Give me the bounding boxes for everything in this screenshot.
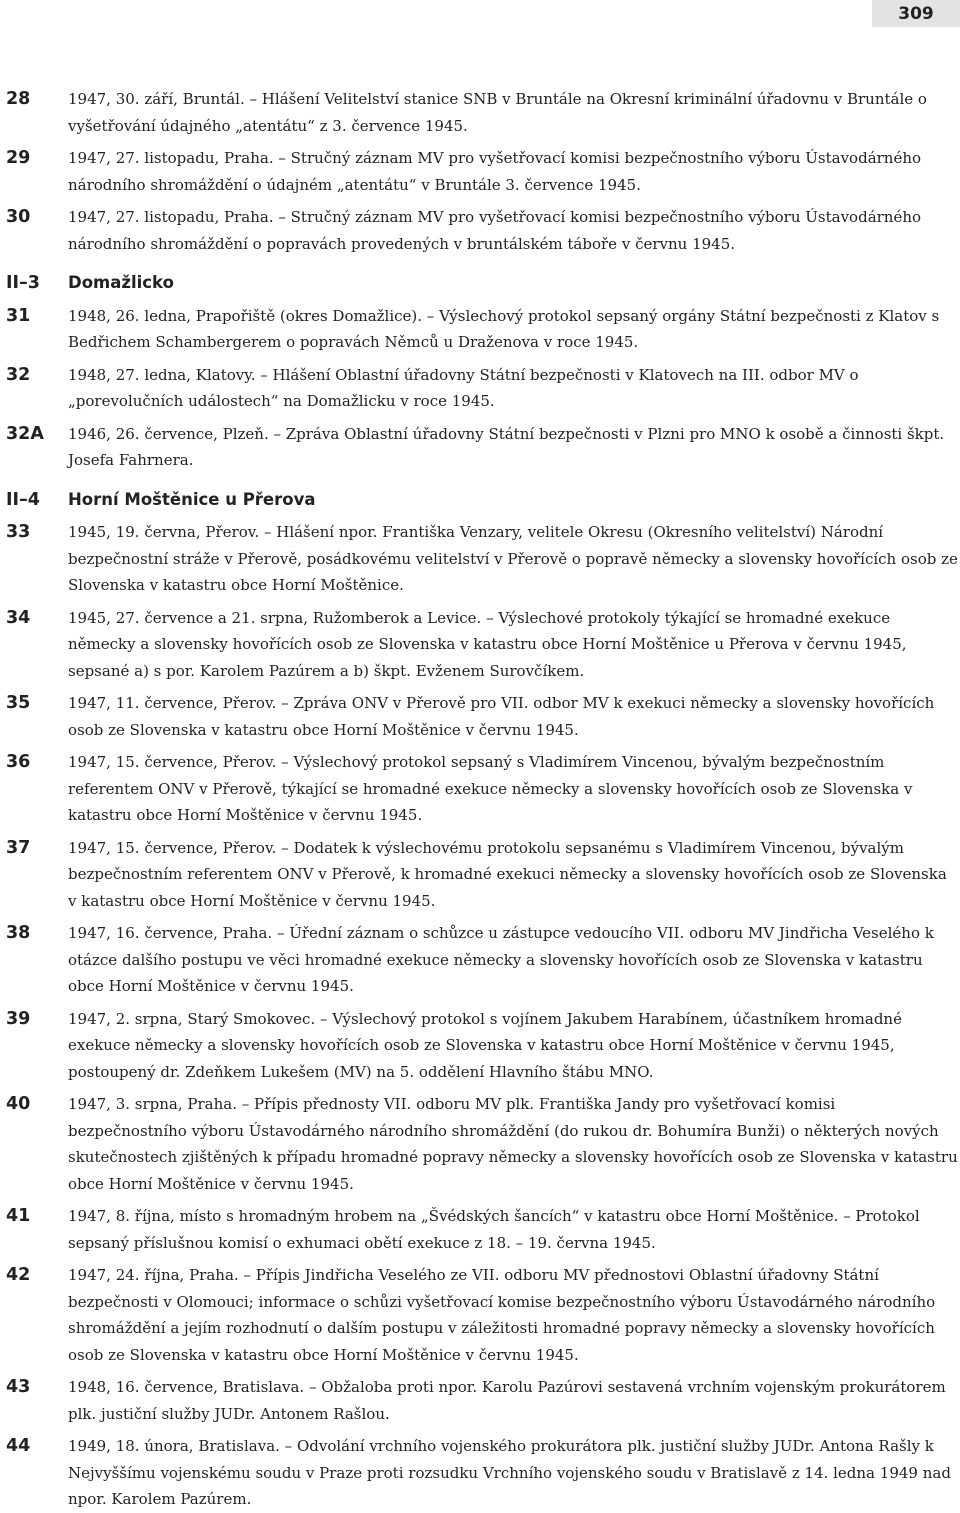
- list-item: [0, 1433, 960, 1513]
- list-item: [0, 1262, 960, 1368]
- list-item: [0, 920, 960, 1000]
- entry-number: 39: [6, 1008, 31, 1029]
- entry-text: 1948, 16. července, Bratislava. – Obžaloba proti npor. Karolu Pazúrovi sestavená vrchním vojenským prokurátorem plk. justiční služby JUDr. Antonem Rašlou.: [68, 1378, 946, 1423]
- entry-text: 1948, 26. ledna, Prapořiště (okres Domažlice). – Výslechový protokol sepsaný orgány Státní bezpečnosti z Klatov s Bedřichem Schambergerem o popravách Němců u Draženova v roce 1945.: [68, 306, 940, 351]
- list-item: [0, 835, 960, 915]
- entry-number: 32: [6, 364, 31, 385]
- entry-text: 1947, 2. srpna, Starý Smokovec. – Výslechový protokol s vojínem Jakubem Harabínem, účastníkem hromadné exekuce německy a slovensky hovořících osob ze Slovenska v katastru obce Horní Moštěnice v červnu 1945, postoupený dr. Zdeňkem Lukešem (MV) na 5. oddělení Hlavního štábu MNO.: [68, 1009, 902, 1081]
- list-item: [0, 1006, 960, 1086]
- list-item: [0, 605, 960, 685]
- list-item: [0, 362, 960, 415]
- entry-text: 1947, 30. září, Bruntál. – Hlášení Velitelství stanice SNB v Bruntále na Okresní kriminální úřadovnu v Bruntále o vyšetřování údajného „atentátu“ z 3. července 1945.: [68, 90, 927, 135]
- entry-text: 1945, 19. června, Přerov. – Hlášení npor. Františka Venzary, velitele Okresu (Okresního velitelství) Národní bezpečnostní stráže v Přerově, posádkovému velitelství v Přerově o popravě německy a slovensky hovořících osob ze Slovenska v katastru obce Horní Moštěnice.: [68, 523, 958, 594]
- entry-text: 1947, 8. října, místo s hromadným hrobem na „Švédských šancích“ v katastru obce Horní Moštěnice. – Protokol sepsaný příslušnou komisí o exhumaci obětí exekuce z 18. – 19. června 1945.: [68, 1207, 920, 1252]
- list-item: [0, 303, 960, 356]
- entry-number: 29: [6, 148, 31, 168]
- entry-text: 1947, 15. července, Přerov. – Dodatek k výslechovému protokolu sepsanému s Vladimírem Vincenou, bývalým bezpečnostním referentem ONV v Přerově, k hromadné exekuci německy a slovensky hovořících osob ze Slovenska v katastru obce Horní Moštěnice v červnu 1945.: [68, 838, 947, 910]
- list-item: [0, 421, 960, 474]
- entry-number: 34: [6, 607, 31, 628]
- list-item: [0, 1091, 960, 1197]
- entry-text: 1947, 27. listopadu, Praha. – Stručný záznam MV pro vyšetřovací komisi bezpečnostního výboru Ústavodárného národního shromáždění o popravách provedených v bruntálském táboře v červnu 1945.: [68, 208, 922, 253]
- entry-number: 44: [6, 1436, 31, 1456]
- entry-number: 35: [6, 693, 31, 713]
- entry-number: 41: [6, 1206, 31, 1226]
- list-item: [0, 145, 960, 198]
- entry-number: 37: [6, 837, 31, 858]
- entry-number: 33: [6, 522, 31, 542]
- entry-number: 28: [6, 89, 31, 109]
- entry-number: 38: [6, 923, 31, 943]
- list-item: [0, 1203, 960, 1256]
- list-item: [0, 690, 960, 743]
- section-heading: [0, 270, 960, 297]
- list-item: [0, 1374, 960, 1427]
- entry-text: 1947, 3. srpna, Praha. – Přípis přednosty VII. odboru MV plk. Františka Jandy pro vyšetřovací komisi bezpečnostního výboru Ústavodárného národního shromáždění (do rukou dr. Bohumíra Bunži) o některých nových skutečnostech zjištěných k případu hromadné popravy německy a slovensky hovořících osob ze Slovenska v katastru obce Horní Moštěnice v červnu 1945.: [68, 1095, 958, 1193]
- list-item: [0, 519, 960, 599]
- list-item: [0, 749, 960, 829]
- section-title: Horní Moštěnice u Přerova: [68, 489, 316, 509]
- entry-number: 42: [6, 1265, 31, 1285]
- entry-number: 43: [6, 1377, 31, 1397]
- entry-number: 40: [6, 1094, 31, 1114]
- entry-text: 1947, 15. července, Přerov. – Výslechový protokol sepsaný s Vladimírem Vincenou, bývalým bezpečnostním referentem ONV v Přerově, týkající se hromadné exekuce německy a slovensky hovořících osob ze Slovenska v katastru obce Horní Moštěnice v červnu 1945.: [68, 753, 913, 824]
- entry-text: 1947, 11. července, Přerov. – Zpráva ONV v Přerově pro VII. odbor MV k exekuci německy a slovensky hovořících osob ze Slovenska v katastru obce Horní Moštěnice v červnu 1945.: [68, 694, 935, 739]
- entry-text: 1945, 27. července a 21. srpna, Ružomberok a Levice. – Výslechové protokoly týkající se hromadné exekuce německy a slovensky hovořících osob ze Slovenska v katastru obce Horní Moštěnice u Přerova v červnu 1945, sepsané a) s por. Karolem Pazúrem a b) škpt. Evženem Surovčíkem.: [68, 608, 907, 680]
- entry-number: 36: [6, 752, 31, 772]
- section-heading: [0, 487, 960, 514]
- page-number: 309: [872, 0, 960, 27]
- entry-number: 31: [6, 305, 31, 326]
- entry-text: 1949, 18. února, Bratislava. – Odvolání vrchního vojenského prokurátora plk. justiční služby JUDr. Antona Rašly k Nejvyššímu vojenskému soudu v Praze proti rozsudku Vrchního vojenského soudu v Bratislavě z 14. ledna 1949 nad npor. Karolem Pazúrem.: [68, 1437, 951, 1508]
- entry-text: 1947, 24. října, Praha. – Přípis Jindřicha Veselého ze VII. odboru MV přednostovi Oblastní úřadovny Státní bezpečnosti v Olomouci; informace o schůzi vyšetřovací komise bezpečnostního výboru Ústavodárného národního shromáždění a jejím rozhodnutí o dalším postupu v záležitosti hromadné popravy německy a slovensky hovořících osob ze Slovenska v katastru obce Horní Moštěnice v červnu 1945.: [68, 1266, 936, 1364]
- entry-text: 1947, 27. listopadu, Praha. – Stručný záznam MV pro vyšetřovací komisi bezpečnostního výboru Ústavodárného národního shromáždění o údajném „atentátu“ v Bruntále 3. července 1945.: [68, 149, 922, 194]
- list-item: [0, 86, 960, 139]
- entry-text: 1947, 16. července, Praha. – Úřední záznam o schůzce u zástupce vedoucího VII. odboru MV Jindřicha Veselého k otázce dalšího postupu ve věci hromadné exekuce německy a slovensky hovořících osob ze Slovenska v katastru obce Horní Moštěnice v červnu 1945.: [68, 924, 934, 995]
- entry-number: 30: [6, 207, 31, 227]
- section-number: II–4: [6, 489, 40, 510]
- list-item: [0, 204, 960, 257]
- document-list: [0, 86, 960, 1513]
- entry-number: 32A: [6, 423, 44, 444]
- section-title: Domažlicko: [68, 273, 174, 292]
- entry-text: 1948, 27. ledna, Klatovy. – Hlášení Oblastní úřadovny Státní bezpečnosti v Klatovech na III. odbor MV o „porevolučních událostech“ na Domažlicku v roce 1945.: [68, 365, 859, 410]
- entry-text: 1946, 26. července, Plzeň. – Zpráva Oblastní úřadovny Státní bezpečnosti v Plzni pro MNO k osobě a činnosti škpt. Josefa Fahrnera.: [68, 424, 945, 469]
- section-number: II–3: [6, 273, 40, 293]
